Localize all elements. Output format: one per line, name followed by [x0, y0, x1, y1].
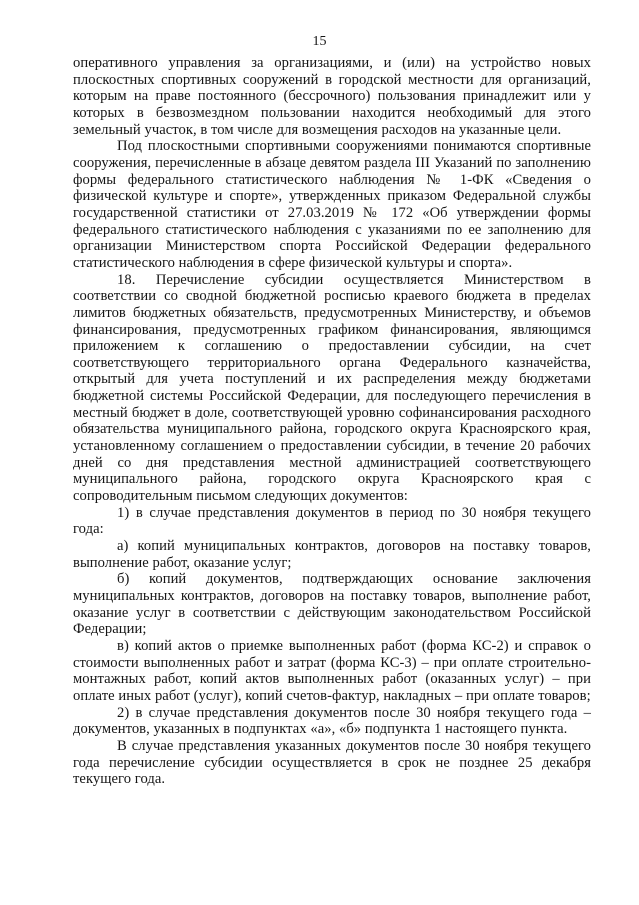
paragraph-p1: оперативного управления за организациями, и (или) на устройство новых плоскостных спортивных сооружений в городской местности для организаций, которым на праве постоянного (бессрочного) пользования принадлежит или у которых в безвозмездном пользовании находится необходимый для этого земельный участок, в том числе для возмещения расходов на указанные цели. [73, 55, 591, 138]
paragraph-p4: 1) в случае представления документов в период по 30 ноября текущего года: [73, 504, 591, 538]
paragraph-p7: в) копий актов о приемке выполненных работ (форма КС-2) и справок о стоимости выполненных работ и затрат (форма КС-3) – при оплате строительно-монтажных работ, копий актов выполненных работ (оказанных услуг) – при оплате иных работ (услуг), копий счетов-фактур, накладных – при оплате товаров; [73, 637, 591, 704]
paragraph-p5: а) копий муниципальных контрактов, договоров на поставку товаров, выполнение работ, оказание услуг; [73, 538, 591, 571]
paragraph-p2: Под плоскостными спортивными сооружениями понимаются спортивные сооружения, перечисленные в абзаце девятом раздела III Указаний по заполнению формы федерального статистического наблюдения № 1-ФК «Сведения о физической культуре и спорте», утвержденных приказом Федеральной службы государственной статистики от 27.03.2019 № 172 «Об утверждении формы федерального статистического наблюдения с указаниями по ее заполнению для организации Министерством спорта Российской Федерации федерального статистического наблюдения в сфере физической культуры и спорта». [73, 138, 591, 271]
document-body [73, 55, 591, 788]
paragraph-p6: б) копий документов, подтверждающих основание заключения муниципальных контрактов, договоров на поставку товаров, выполнение работ, оказание услуг в соответствии с действующим законодательством Российской Федерации; [73, 571, 591, 638]
paragraph-p3: 18. Перечисление субсидии осуществляется Министерством в соответствии со сводной бюджетной росписью краевого бюджета в пределах лимитов бюджетных обязательств, предусмотренных Министерству, и объемов финансирования, предусмотренных графиком финансирования, являющимся приложением к соглашению о предоставлении субсидии, на счет соответствующего территориального органа Федерального казначейства, открытый для учета поступлений и их распределения между бюджетами бюджетной системы Российской Федерации, для последующего перечисления в местный бюджет в доле, соответствующей уровню софинансирования расходного обязательства муниципального района, городского округа Красноярского края, установленному соглашением о предоставлении субсидии, в течение 20 рабочих дней со дня представления местной администрацией соответствующего муниципального района, городского округа Красноярского края с сопроводительным письмом следующих документов: [73, 271, 591, 505]
page-number: 15 [312, 34, 327, 49]
paragraph-p8: 2) в случае представления документов после 30 ноября текущего года – документов, указанных в подпунктах «а», «б» подпункта 1 настоящего пункта. [73, 704, 591, 738]
paragraph-p9: В случае представления указанных документов после 30 ноября текущего года перечисление субсидии осуществляется в срок не позднее 25 декабря текущего года. [73, 737, 591, 788]
